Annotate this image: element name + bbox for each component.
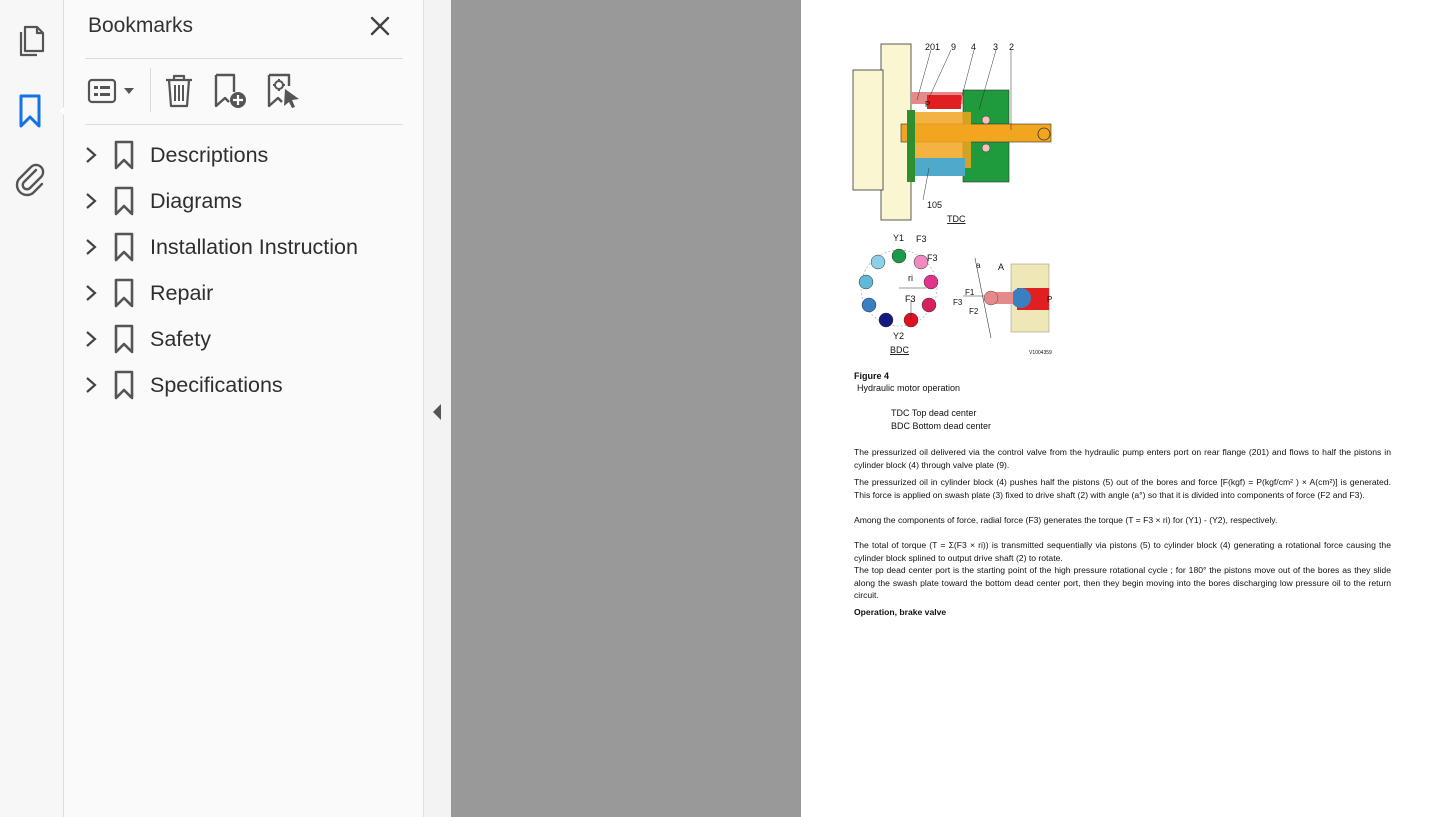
bookmark-icon [112,231,136,263]
figure-label: Y2 [893,331,905,341]
bookmark-label: Installation Instruction [150,234,358,259]
chevron-right-icon[interactable] [78,280,104,306]
divider [85,124,403,125]
divider [85,58,403,59]
bookmark-item[interactable] [78,226,408,268]
figure-label: F3 [916,234,927,244]
delete-icon[interactable] [161,70,197,112]
bookmarks-panel [64,0,424,817]
chevron-right-icon[interactable] [78,372,104,398]
figure-label: 2 [1009,42,1015,52]
paragraph-text: The pressurized oil delivered via the control valve from the hydraulic pump enters port on rear flange (201) and flows to half the pistons in cylinder block (4) through valve plate (9). [854,447,1391,470]
bookmark-icon [112,277,136,309]
bookmark-icon [112,139,136,171]
side-rail [0,0,64,817]
chevron-right-icon[interactable] [78,142,104,168]
bookmark-label: Repair [150,280,214,305]
figure-label: 9 [951,42,957,52]
paragraph [854,446,1391,471]
bookmark-label: Specifications [150,372,283,397]
bookmark-item[interactable] [78,364,408,406]
figure-label: 201 [925,42,941,52]
figure-id: V1004359 [1029,350,1052,356]
panel-splitter[interactable] [424,0,451,817]
figure-label: A [998,262,1005,272]
bookmark-icon [112,369,136,401]
figure-label: a [976,261,981,270]
new-bookmark-icon[interactable] [211,70,251,112]
bookmark-label: Descriptions [150,142,269,167]
figure-label: F3 [953,298,963,307]
figure-label: 3 [993,42,999,52]
document-page [801,0,1433,817]
bookmark-item[interactable] [78,180,408,222]
collapse-panel-icon[interactable] [430,400,444,424]
figure-label: P [1047,295,1053,304]
paragraph [854,476,1391,501]
attachment-icon[interactable] [9,158,51,200]
hydraulic-motor-figure [851,40,1063,360]
bookmark-icon [112,185,136,217]
paragraph [854,514,1391,527]
figure-label: P [925,100,931,109]
document-background [451,0,801,817]
figure-caption-subtitle: Hydraulic motor operation [857,383,961,393]
bookmark-item[interactable] [78,134,408,176]
figure-label: BDC [890,345,910,355]
panel-title: Bookmarks [88,14,194,37]
chevron-right-icon[interactable] [78,234,104,260]
paragraph [854,564,1391,602]
figure-label: TDC [947,214,966,224]
toolbar-separator [150,68,151,112]
bookmark-label: Diagrams [150,188,242,213]
figure-label: F3 [905,294,916,304]
paragraph-text: The top dead center port is the starting point of the high pressure rotational cycle ; for 180° the pistons move out of the bores as they slide along the swash plate toward the bottom dead center port, then they begin moving into the bores discharging low pressure oil to the return circuit. [854,565,1391,601]
figure-label: ri [908,273,913,283]
figure-label: 4 [971,42,977,52]
bookmark-icon [112,323,136,355]
bookmark-icon[interactable] [9,90,51,132]
figure-label: 105 [927,200,943,210]
bookmark-from-selection-icon[interactable] [264,70,304,112]
close-icon[interactable] [366,12,394,40]
paragraph [854,539,1391,564]
bookmark-item[interactable] [78,318,408,360]
section-heading: Operation, brake valve [854,607,947,617]
paragraph-text: The pressurized oil in cylinder block (4) pushes half the pistons (5) out of the bores and force [F(kgf) = P(kgf/cm² ) × A(cm²)] is generated. This force is applied on swash plate (3) fixed to drive shaft (2) with angle (a°) so that it is divided into components of force (F2 and F3). [854,477,1391,500]
chevron-right-icon[interactable] [78,326,104,352]
figure-caption-title: Figure 4 [854,371,890,381]
figure-label: F3 [927,253,938,263]
legend-line: TDC Top dead center [891,408,977,418]
pages-icon[interactable] [9,20,51,62]
chevron-right-icon[interactable] [78,188,104,214]
legend-line: BDC Bottom dead center [891,421,992,431]
paragraph-text: The total of torque (T = Σ(F3 × ri)) is transmitted sequentially via pistons (5) to cylinder block (4) generating a rotational force causing the cylinder block splined to output drive shaft (2) to rotate. [854,540,1391,563]
figure-label: F2 [969,307,979,316]
figure-label: F1 [965,288,975,297]
figure-label: Y1 [893,233,905,243]
bookmark-item[interactable] [78,272,408,314]
bookmark-label: Safety [150,326,211,351]
paragraph-text: Among the components of force, radial force (F3) generates the torque (T = F3 × ri) for (Y1) - (Y2), respectively. [854,515,1278,525]
options-icon[interactable] [86,70,138,112]
